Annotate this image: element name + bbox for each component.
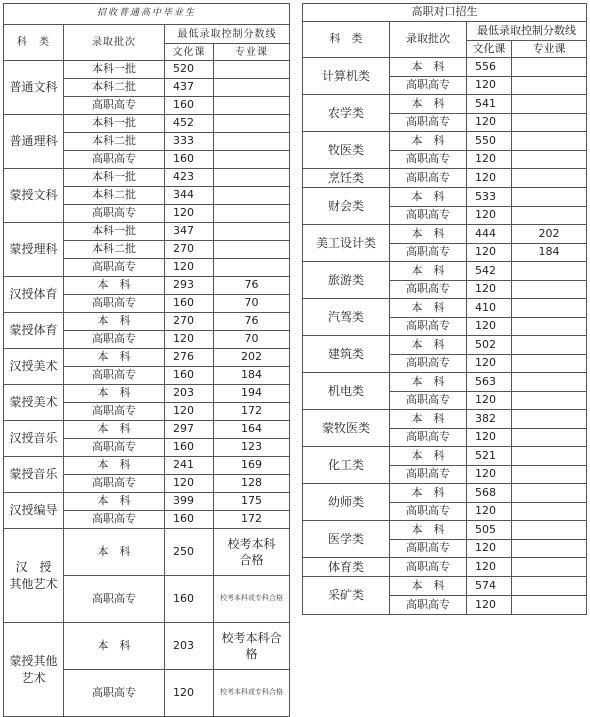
batch-cell: 本 科: [390, 225, 467, 244]
culture-score-cell: 241: [165, 457, 214, 475]
culture-score-cell: 520: [165, 61, 214, 79]
header-category: 科 类: [303, 22, 390, 58]
culture-score-cell: 452: [165, 115, 214, 133]
category-cell: 汽驾类: [303, 299, 390, 336]
category-cell: 财会类: [303, 188, 390, 225]
major-score-cell: [512, 169, 587, 188]
culture-score-cell: 160: [165, 97, 214, 115]
culture-score-cell: 120: [467, 429, 512, 447]
category-cell: 美工设计类: [303, 225, 390, 262]
culture-score-cell: 120: [165, 259, 214, 277]
culture-score-cell: 250: [165, 529, 214, 576]
category-cell: 汉授体育: [4, 277, 64, 313]
major-score-cell: 172: [214, 511, 290, 529]
culture-score-cell: 120: [467, 281, 512, 299]
batch-cell: 高职高专: [390, 392, 467, 410]
category-cell: 幼师类: [303, 484, 390, 521]
batch-cell: 高职高专: [64, 439, 165, 457]
major-score-cell: 76: [214, 313, 290, 331]
major-score-cell: [512, 151, 587, 169]
category-cell: 医学类: [303, 521, 390, 558]
table-row: [303, 484, 587, 503]
major-score-cell: [512, 207, 587, 225]
table-row: [303, 299, 587, 318]
culture-score-cell: 333: [165, 133, 214, 151]
major-score-cell: [512, 410, 587, 429]
major-score-cell: 175: [214, 493, 290, 511]
major-score-cell: [214, 133, 290, 151]
major-score-cell: [512, 114, 587, 132]
category-cell: 蒙授理科: [4, 223, 64, 277]
batch-cell: 本 科: [64, 313, 165, 331]
category-cell: 汉授美术: [4, 349, 64, 385]
major-score-cell: [512, 521, 587, 540]
table-row: [303, 447, 587, 466]
culture-score-cell: 160: [165, 151, 214, 169]
culture-score-cell: 120: [165, 331, 214, 349]
culture-score-cell: 120: [467, 466, 512, 484]
major-score-cell: [214, 223, 290, 241]
table-row: [4, 421, 290, 439]
major-score-cell: [512, 373, 587, 392]
major-score-cell: [214, 205, 290, 223]
batch-cell: 高职高专: [390, 503, 467, 521]
table-row: [303, 577, 587, 596]
culture-score-cell: 120: [467, 355, 512, 373]
table-row: [4, 623, 290, 670]
table-row: [303, 521, 587, 540]
culture-score-cell: 120: [467, 244, 512, 262]
batch-cell: 高职高专: [390, 466, 467, 484]
batch-cell: 本 科: [64, 277, 165, 295]
batch-cell: 高职高专: [390, 596, 467, 615]
batch-cell: 本 科: [390, 410, 467, 429]
major-score-cell: [512, 95, 587, 114]
batch-cell: 本 科: [64, 493, 165, 511]
batch-cell: 高职高专: [64, 576, 165, 623]
batch-cell: 本 科: [64, 623, 165, 670]
culture-score-cell: 120: [467, 558, 512, 577]
culture-score-cell: 533: [467, 188, 512, 207]
culture-score-cell: 399: [165, 493, 214, 511]
category-cell: 蒙授文科: [4, 169, 64, 223]
batch-cell: 本科一批: [64, 223, 165, 241]
batch-cell: 高职高专: [390, 540, 467, 558]
batch-cell: 本 科: [390, 299, 467, 318]
batch-cell: 本 科: [64, 385, 165, 403]
table-row: [4, 385, 290, 403]
major-score-cell: [512, 558, 587, 577]
culture-score-cell: 120: [467, 540, 512, 558]
batch-cell: 本 科: [390, 262, 467, 281]
batch-cell: 高职高专: [390, 318, 467, 336]
batch-cell: 高职高专: [390, 77, 467, 95]
batch-cell: 高职高专: [390, 244, 467, 262]
table-title: 高职对口招生: [303, 4, 587, 22]
category-cell: 汉 授 其他艺术: [4, 529, 64, 623]
batch-cell: 本科二批: [64, 187, 165, 205]
culture-score-cell: 270: [165, 313, 214, 331]
major-score-cell: 184: [214, 367, 290, 385]
culture-score-cell: 120: [467, 392, 512, 410]
batch-cell: 高职高专: [64, 97, 165, 115]
batch-cell: 本科一批: [64, 61, 165, 79]
major-score-cell: [214, 61, 290, 79]
table-row: [303, 336, 587, 355]
header-major: 专业课: [214, 44, 290, 61]
batch-cell: 高职高专: [64, 205, 165, 223]
table-row: [4, 169, 290, 187]
table-row: [4, 493, 290, 511]
major-score-cell: 校考本科或专科合格: [214, 576, 290, 623]
major-score-cell: [214, 169, 290, 187]
category-cell: 蒙授音乐: [4, 457, 64, 493]
culture-score-cell: 120: [467, 151, 512, 169]
batch-cell: 高职高专: [390, 429, 467, 447]
batch-cell: 高职高专: [64, 511, 165, 529]
culture-score-cell: 120: [467, 503, 512, 521]
table-row: [4, 529, 290, 576]
table-row: [4, 223, 290, 241]
batch-cell: 本 科: [64, 421, 165, 439]
culture-score-cell: 203: [165, 623, 214, 670]
major-score-cell: [512, 540, 587, 558]
culture-score-cell: 160: [165, 367, 214, 385]
culture-score-cell: 120: [467, 77, 512, 95]
major-score-cell: [512, 447, 587, 466]
batch-cell: 本科二批: [64, 133, 165, 151]
category-cell: 蒙牧医类: [303, 410, 390, 447]
batch-cell: 高职高专: [64, 670, 165, 717]
culture-score-cell: 120: [467, 207, 512, 225]
category-cell: 农学类: [303, 95, 390, 132]
culture-score-cell: 344: [165, 187, 214, 205]
major-score-cell: [512, 392, 587, 410]
batch-cell: 本 科: [390, 336, 467, 355]
culture-score-cell: 160: [165, 576, 214, 623]
culture-score-cell: 550: [467, 132, 512, 151]
batch-cell: 本 科: [390, 95, 467, 114]
major-score-cell: 164: [214, 421, 290, 439]
culture-score-cell: 203: [165, 385, 214, 403]
batch-cell: 本 科: [390, 373, 467, 392]
table-row: [303, 373, 587, 392]
culture-score-cell: 347: [165, 223, 214, 241]
major-score-cell: [512, 132, 587, 151]
major-score-cell: [512, 299, 587, 318]
culture-score-cell: 160: [165, 439, 214, 457]
header-culture: 文化课: [467, 41, 512, 58]
major-score-cell: 校考本科或专科合格: [214, 670, 290, 717]
major-score-cell: 184: [512, 244, 587, 262]
category-cell: 蒙授体育: [4, 313, 64, 349]
batch-cell: 高职高专: [390, 169, 467, 188]
culture-score-cell: 270: [165, 241, 214, 259]
culture-score-cell: 410: [467, 299, 512, 318]
major-score-cell: 校考本科 合格: [214, 529, 290, 576]
header-major: 专业课: [512, 41, 587, 58]
batch-cell: 本科二批: [64, 241, 165, 259]
culture-score-cell: 505: [467, 521, 512, 540]
major-score-cell: 202: [512, 225, 587, 244]
table-row: [4, 349, 290, 367]
major-score-cell: [214, 115, 290, 133]
major-score-cell: [214, 259, 290, 277]
culture-score-cell: 293: [165, 277, 214, 295]
culture-score-cell: 120: [165, 205, 214, 223]
major-score-cell: [512, 596, 587, 615]
category-cell: 蒙授美术: [4, 385, 64, 421]
batch-cell: 本 科: [390, 521, 467, 540]
batch-cell: 高职高专: [64, 403, 165, 421]
table-row: [303, 58, 587, 77]
category-cell: 采矿类: [303, 577, 390, 615]
culture-score-cell: 120: [467, 596, 512, 615]
major-score-cell: 194: [214, 385, 290, 403]
culture-score-cell: 276: [165, 349, 214, 367]
batch-cell: 本 科: [390, 447, 467, 466]
culture-score-cell: 521: [467, 447, 512, 466]
batch-cell: 本 科: [64, 457, 165, 475]
major-score-cell: [512, 77, 587, 95]
header-batch: 录取批次: [64, 25, 165, 61]
major-score-cell: 128: [214, 475, 290, 493]
major-score-cell: [512, 466, 587, 484]
table-row: [303, 558, 587, 577]
major-score-cell: 校考本科合 格: [214, 623, 290, 670]
culture-score-cell: 160: [165, 511, 214, 529]
table-row: [4, 115, 290, 133]
major-score-cell: 172: [214, 403, 290, 421]
culture-score-cell: 542: [467, 262, 512, 281]
major-score-cell: [214, 151, 290, 169]
category-cell: 普通文科: [4, 61, 64, 115]
culture-score-cell: 160: [165, 295, 214, 313]
category-cell: 汉授音乐: [4, 421, 64, 457]
batch-cell: 本科二批: [64, 79, 165, 97]
table-row: [4, 61, 290, 79]
category-cell: 普通理科: [4, 115, 64, 169]
culture-score-cell: 568: [467, 484, 512, 503]
general-admission-table: [3, 3, 290, 717]
major-score-cell: 202: [214, 349, 290, 367]
header-min-score: 最低录取控制分数线: [467, 22, 587, 41]
table-title: 招收普通高中毕业生: [4, 4, 290, 25]
category-cell: 体育类: [303, 558, 390, 577]
batch-cell: 高职高专: [64, 151, 165, 169]
major-score-cell: 169: [214, 457, 290, 475]
batch-cell: 本 科: [64, 529, 165, 576]
major-score-cell: [512, 429, 587, 447]
major-score-cell: 70: [214, 295, 290, 313]
culture-score-cell: 120: [467, 114, 512, 132]
category-cell: 汉授编导: [4, 493, 64, 529]
major-score-cell: [214, 97, 290, 115]
culture-score-cell: 120: [165, 403, 214, 421]
table-row: [303, 410, 587, 429]
culture-score-cell: 444: [467, 225, 512, 244]
category-cell: 化工类: [303, 447, 390, 484]
category-cell: 机电类: [303, 373, 390, 410]
general-admission-body: [4, 4, 290, 717]
batch-cell: 高职高专: [390, 281, 467, 299]
batch-cell: 高职高专: [390, 207, 467, 225]
batch-cell: 高职高专: [64, 259, 165, 277]
table-row: [303, 95, 587, 114]
culture-score-cell: 297: [165, 421, 214, 439]
table-row: [303, 169, 587, 188]
table-row: [303, 132, 587, 151]
major-score-cell: 70: [214, 331, 290, 349]
culture-score-cell: 574: [467, 577, 512, 596]
culture-score-cell: 120: [467, 169, 512, 188]
culture-score-cell: 120: [467, 318, 512, 336]
table-row: [303, 225, 587, 244]
category-cell: 旅游类: [303, 262, 390, 299]
batch-cell: 高职高专: [64, 331, 165, 349]
batch-cell: 高职高专: [390, 355, 467, 373]
culture-score-cell: 437: [165, 79, 214, 97]
header-culture: 文化课: [165, 44, 214, 61]
header-batch: 录取批次: [390, 22, 467, 58]
major-score-cell: [512, 262, 587, 281]
major-score-cell: [512, 58, 587, 77]
batch-cell: 高职高专: [64, 367, 165, 385]
major-score-cell: [512, 503, 587, 521]
batch-cell: 高职高专: [390, 114, 467, 132]
major-score-cell: [512, 188, 587, 207]
culture-score-cell: 563: [467, 373, 512, 392]
vocational-admission-table: [302, 3, 587, 615]
batch-cell: 本 科: [390, 58, 467, 77]
batch-cell: 本 科: [390, 188, 467, 207]
table-row: [303, 188, 587, 207]
table-row: [4, 457, 290, 475]
category-cell: 牧医类: [303, 132, 390, 169]
major-score-cell: [214, 241, 290, 259]
culture-score-cell: 556: [467, 58, 512, 77]
batch-cell: 本 科: [390, 132, 467, 151]
major-score-cell: [214, 187, 290, 205]
major-score-cell: [512, 355, 587, 373]
category-cell: 建筑类: [303, 336, 390, 373]
header-min-score: 最低录取控制分数线: [165, 25, 290, 44]
batch-cell: 本科一批: [64, 169, 165, 187]
culture-score-cell: 502: [467, 336, 512, 355]
table-row: [4, 277, 290, 295]
batch-cell: 高职高专: [390, 558, 467, 577]
batch-cell: 本 科: [390, 577, 467, 596]
major-score-cell: [512, 336, 587, 355]
major-score-cell: [512, 281, 587, 299]
batch-cell: 高职高专: [390, 151, 467, 169]
header-category: 科 类: [4, 25, 64, 61]
table-row: [4, 313, 290, 331]
culture-score-cell: 423: [165, 169, 214, 187]
batch-cell: 本 科: [390, 484, 467, 503]
culture-score-cell: 120: [165, 670, 214, 717]
major-score-cell: [214, 79, 290, 97]
major-score-cell: 76: [214, 277, 290, 295]
vocational-admission-body: [303, 4, 587, 615]
batch-cell: 本 科: [64, 349, 165, 367]
table-row: [303, 262, 587, 281]
category-cell: 计算机类: [303, 58, 390, 95]
culture-score-cell: 120: [165, 475, 214, 493]
major-score-cell: [512, 484, 587, 503]
culture-score-cell: 541: [467, 95, 512, 114]
major-score-cell: 123: [214, 439, 290, 457]
batch-cell: 高职高专: [64, 475, 165, 493]
batch-cell: 高职高专: [64, 295, 165, 313]
batch-cell: 本科一批: [64, 115, 165, 133]
major-score-cell: [512, 318, 587, 336]
culture-score-cell: 382: [467, 410, 512, 429]
category-cell: 蒙授其他 艺术: [4, 623, 64, 717]
category-cell: 烹饪类: [303, 169, 390, 188]
major-score-cell: [512, 577, 587, 596]
